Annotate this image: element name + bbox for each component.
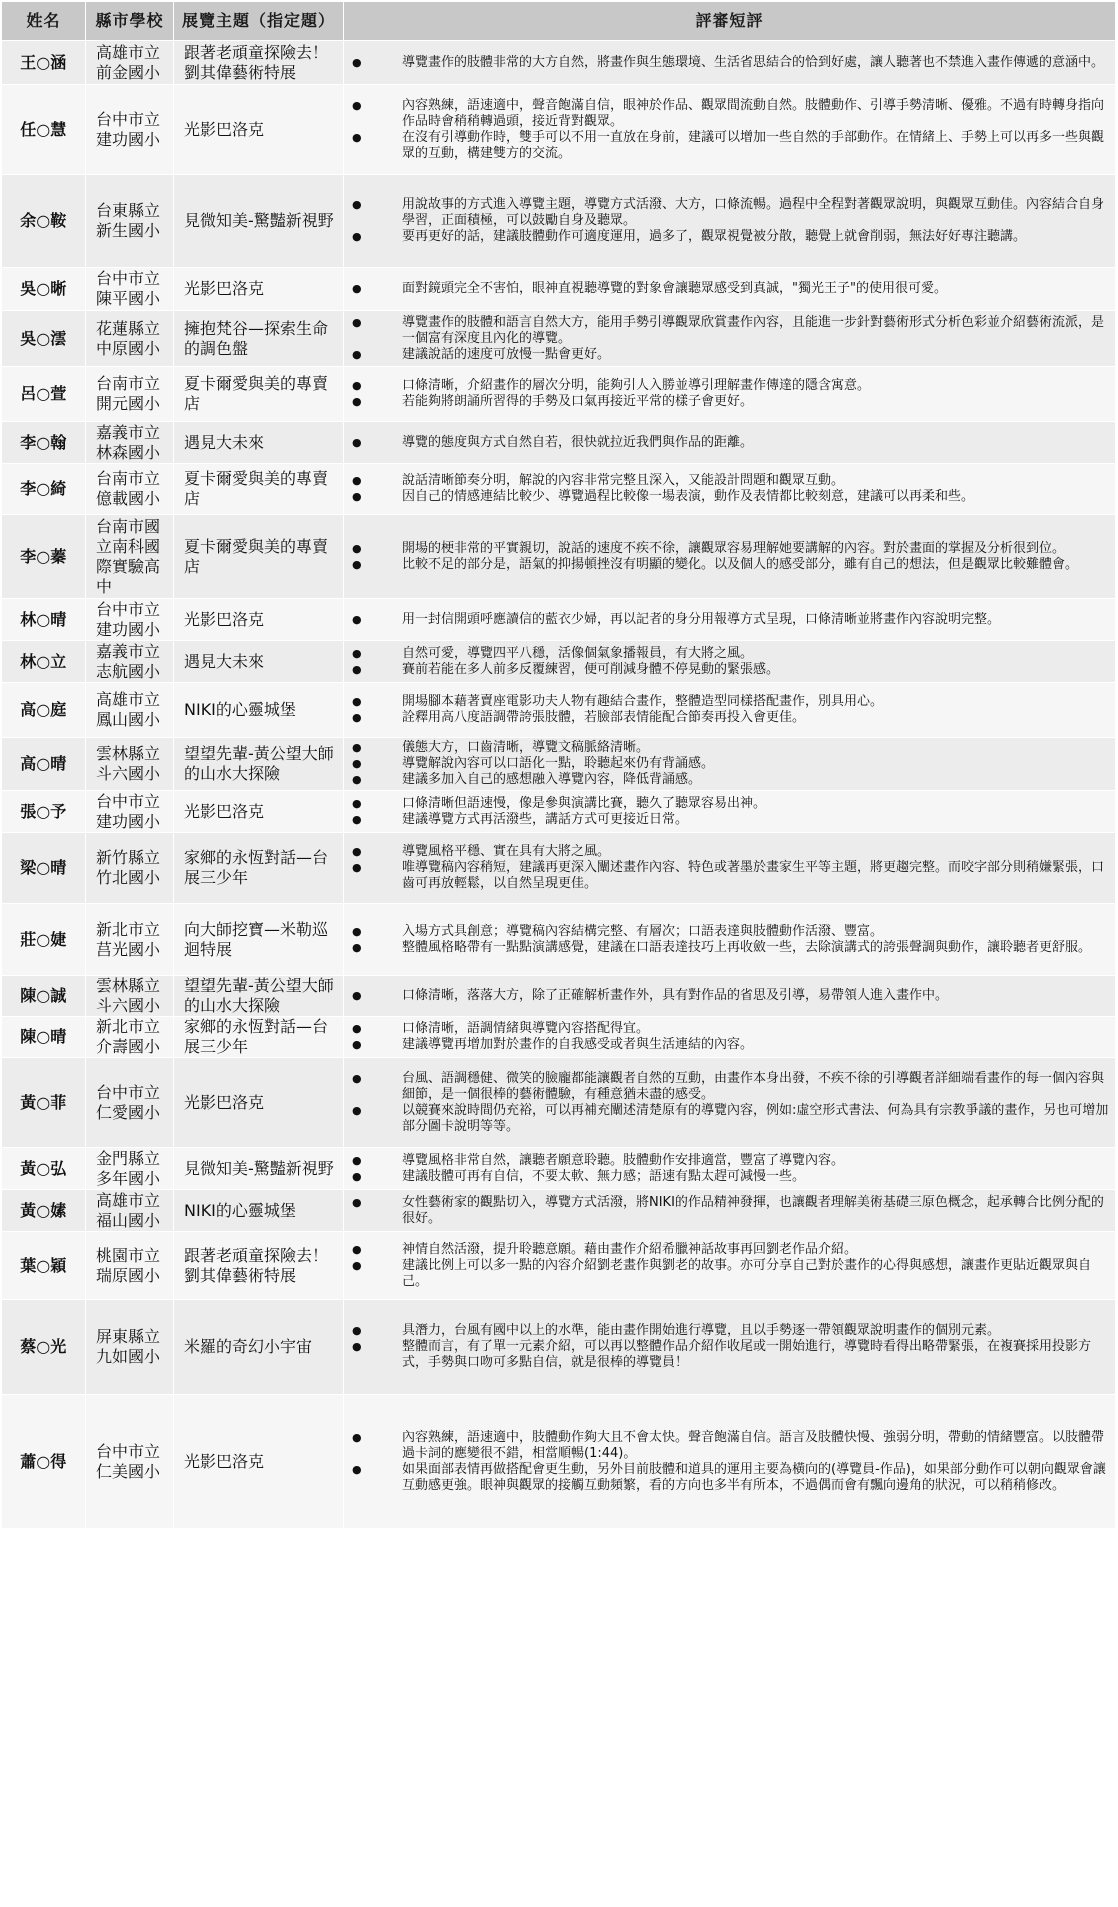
student-name: 余○鞍 [2, 175, 86, 268]
review-cell [344, 268, 1116, 311]
school-name: 新竹縣立竹北國小 [86, 833, 174, 904]
review-comment-list [352, 197, 1111, 245]
review-comment: ● 以競賽來說時間仍充裕，可以再補充闡述清楚原有的導覽內容，例如:虛空形式書法、何為具有宗教爭議的畫作，另也可增加部分圖卡說明等等。 [352, 1103, 1111, 1135]
school-name: 雲林縣立斗六國小 [86, 976, 174, 1017]
exhibition-theme: 夏卡爾愛與美的專賣店 [174, 515, 344, 599]
review-comment: ● 導覽的態度與方式自然自若，很快就拉近我們與作品的距離。 [352, 435, 1111, 451]
school-name: 花蓮縣立中原國小 [86, 311, 174, 367]
header-name: 姓名 [2, 2, 86, 41]
review-comment-list [352, 1071, 1111, 1135]
exhibition-theme: 跟著老頑童探險去！劉其偉藝術特展 [174, 41, 344, 85]
review-comment: ● 內容熟練，語速適中，肢體動作夠大且不會太快。聲音飽滿自信。語言及肢體快慢、強弱分明，帶動的情緒豐富。以肢體帶過卡詞的應變很不錯，相當順暢(1:44)。 [352, 1430, 1111, 1462]
review-comment-list [352, 1430, 1111, 1494]
table-row [2, 464, 1116, 515]
review-comment-list [352, 473, 1111, 505]
review-comment: ● 導覽解說內容可以口語化一點，聆聽起來仍有背誦感。 [352, 756, 1111, 772]
review-comment: ● 開場的梗非常的平實親切，說話的速度不疾不徐，讓觀眾容易理解她要講解的內容。對於畫面的掌握及分析很到位。 [352, 541, 1111, 557]
review-comment: ● 要再更好的話，建議肢體動作可適度運用，過多了，觀眾視覺被分散，聽覺上就會削弱，無法好好專注聽講。 [352, 229, 1111, 245]
student-name: 蕭○得 [2, 1395, 86, 1529]
school-name: 高雄市立鳳山國小 [86, 683, 174, 738]
student-name: 葉○穎 [2, 1232, 86, 1300]
review-comment-list [352, 1323, 1111, 1371]
header-school: 縣市學校 [86, 2, 174, 41]
exhibition-theme: 米羅的奇幻小宇宙 [174, 1300, 344, 1395]
review-cell [344, 85, 1116, 175]
exhibition-theme: 夏卡爾愛與美的專賣店 [174, 367, 344, 422]
table-row [2, 422, 1116, 464]
table-row [2, 268, 1116, 311]
review-cell [344, 641, 1116, 683]
school-name: 台南市立億載國小 [86, 464, 174, 515]
exhibition-theme: 擁抱梵谷—探索生命的調色盤 [174, 311, 344, 367]
table-row [2, 833, 1116, 904]
student-name: 吳○晰 [2, 268, 86, 311]
school-name: 台中市立仁美國小 [86, 1395, 174, 1529]
student-name: 李○翰 [2, 422, 86, 464]
table-row [2, 683, 1116, 738]
review-comment: ● 說話清晰節奏分明，解說的內容非常完整且深入，又能設計問題和觀眾互動。 [352, 473, 1111, 489]
review-comment-list [352, 988, 1111, 1004]
review-comment: ● 具潛力，台風有國中以上的水準，能由畫作開始進行導覽，且以手勢逐一帶領觀眾說明畫作的個別元素。 [352, 1323, 1111, 1339]
table-body [2, 41, 1116, 1529]
table-row [2, 175, 1116, 268]
review-comment: ● 導覽風格平穩、實在具有大將之風。 [352, 844, 1111, 860]
review-cell [344, 1300, 1116, 1395]
review-cell [344, 1148, 1116, 1190]
review-comment: ● 女性藝術家的觀點切入，導覽方式活潑，將NIKI的作品精神發揮，也讓觀者理解美術基礎三原色概念，起承轉合比例分配的很好。 [352, 1195, 1111, 1227]
exhibition-theme: 光影巴洛克 [174, 1058, 344, 1148]
school-name: 桃園市立瑞原國小 [86, 1232, 174, 1300]
review-comment: ● 唯導覽稿內容稍短，建議再更深入闡述畫作內容、特色或著墨於畫家生平等主題，將更趨完整。而咬字部分則稍嫌緊張，口齒可再放輕鬆，以自然呈現更佳。 [352, 860, 1111, 892]
review-table [1, 1, 1116, 1529]
review-comment-list [352, 1021, 1111, 1053]
school-name: 新北市立介壽國小 [86, 1017, 174, 1058]
review-cell [344, 175, 1116, 268]
review-comment-list [352, 1242, 1111, 1290]
student-name: 高○晴 [2, 738, 86, 791]
review-comment-list [352, 924, 1111, 956]
review-cell [344, 422, 1116, 464]
review-cell [344, 41, 1116, 85]
student-name: 呂○萱 [2, 367, 86, 422]
review-comment: ● 如果面部表情再做搭配會更生動，另外目前肢體和道具的運用主要為橫向的(導覽員-作品)，如果部分動作可以朝向觀眾會讓互動感更強。眼神與觀眾的接觸互動頻繁，看的方向也多半有所本，不過偶而會有飄向邊角的狀況，可以稍稍修改。 [352, 1462, 1111, 1494]
school-name: 台中市立陳平國小 [86, 268, 174, 311]
school-name: 台中市立建功國小 [86, 599, 174, 641]
exhibition-theme: 夏卡爾愛與美的專賣店 [174, 464, 344, 515]
table-row [2, 311, 1116, 367]
school-name: 台中市立仁愛國小 [86, 1058, 174, 1148]
review-comment: ● 建議多加入自己的感想融入導覽內容，降低背誦感。 [352, 772, 1111, 788]
review-comment: ● 建議說話的速度可放慢一點會更好。 [352, 347, 1111, 363]
exhibition-theme: 望望先輩-黃公望大師的山水大探險 [174, 976, 344, 1017]
student-name: 王○涵 [2, 41, 86, 85]
exhibition-theme: 光影巴洛克 [174, 791, 344, 833]
school-name: 金門縣立多年國小 [86, 1148, 174, 1190]
student-name: 黃○菲 [2, 1058, 86, 1148]
student-name: 李○綺 [2, 464, 86, 515]
review-comment: ● 口條清晰，介紹畫作的層次分明，能夠引人入勝並導引理解畫作傳達的隱含寓意。 [352, 378, 1111, 394]
review-cell [344, 683, 1116, 738]
student-name: 陳○誠 [2, 976, 86, 1017]
review-comment: ● 神情自然活潑，提升聆聽意願。藉由畫作介紹希臘神話故事再回劉老作品介紹。 [352, 1242, 1111, 1258]
student-name: 張○予 [2, 791, 86, 833]
school-name: 高雄市立前金國小 [86, 41, 174, 85]
school-name: 嘉義市立林森國小 [86, 422, 174, 464]
student-name: 吳○澐 [2, 311, 86, 367]
student-name: 黃○弘 [2, 1148, 86, 1190]
review-comment: ● 建議導覽再增加對於畫作的自我感受或者與生活連結的內容。 [352, 1037, 1111, 1053]
exhibition-theme: 光影巴洛克 [174, 85, 344, 175]
review-cell [344, 311, 1116, 367]
review-comment-list [352, 1153, 1111, 1185]
student-name: 陳○晴 [2, 1017, 86, 1058]
review-comment: ● 詮釋用高八度語調帶誇張肢體，若臉部表情能配合節奏再投入會更佳。 [352, 710, 1111, 726]
review-comment: ● 比較不足的部分是，語氣的抑揚頓挫沒有明顯的變化。以及個人的感受部分，雖有自己的想法，但是觀眾比較難體會。 [352, 557, 1111, 573]
review-comment: ● 建議比例上可以多一點的內容介紹劉老畫作與劉老的故事。亦可分享自己對於畫作的心得與感想，讓畫作更貼近觀眾與自己。 [352, 1258, 1111, 1290]
school-name: 台東縣立新生國小 [86, 175, 174, 268]
review-comment: ● 台風、語調穩健、微笑的臉龐都能讓觀者自然的互動，由畫作本身出發，不疾不徐的引導觀者詳細端看畫作的每一個內容與細節，是一個很棒的藝術體驗，有種意猶未盡的感受。 [352, 1071, 1111, 1103]
exhibition-theme: 向大師挖寶—米勒巡迴特展 [174, 904, 344, 976]
review-comment-list [352, 55, 1111, 71]
table-row [2, 41, 1116, 85]
review-cell [344, 976, 1116, 1017]
review-comment: ● 建議肢體可再有自信，不要太軟、無力感；語速有點太趕可減慢一些。 [352, 1169, 1111, 1185]
review-comment: ● 入場方式具創意；導覽稿內容結構完整、有層次；口語表達與肢體動作活潑、豐富。 [352, 924, 1111, 940]
student-name: 梁○晴 [2, 833, 86, 904]
review-cell [344, 1232, 1116, 1300]
review-comment-list [352, 281, 1111, 297]
table-row [2, 1190, 1116, 1232]
table-row [2, 1395, 1116, 1529]
student-name: 高○庭 [2, 683, 86, 738]
student-name: 林○晴 [2, 599, 86, 641]
exhibition-theme: 光影巴洛克 [174, 268, 344, 311]
exhibition-theme: 望望先輩-黃公望大師的山水大探險 [174, 738, 344, 791]
review-cell [344, 904, 1116, 976]
review-comment: ● 開場腳本藉著賣座電影功夫人物有趣結合畫作，整體造型同樣搭配畫作，別具用心。 [352, 694, 1111, 710]
review-comment: ● 因自己的情感連結比較少、導覽過程比較像一場表演，動作及表情都比較刻意，建議可以再柔和些。 [352, 489, 1111, 505]
table-row [2, 85, 1116, 175]
review-comment: ● 整體而言，有了單一元素介紹，可以再以整體作品介紹作收尾或一開始進行，導覽時看得出略帶緊張，在複賽採用投影方式，手勢與口吻可多點自信，就是很棒的導覽員！ [352, 1339, 1111, 1371]
student-name: 任○慧 [2, 85, 86, 175]
table-row [2, 1148, 1116, 1190]
review-comment: ● 若能夠將朗誦所習得的手勢及口氣再接近平常的樣子會更好。 [352, 394, 1111, 410]
school-name: 台中市立建功國小 [86, 85, 174, 175]
review-cell [344, 599, 1116, 641]
review-comment-list [352, 646, 1111, 678]
exhibition-theme: 跟著老頑童探險去！劉其偉藝術特展 [174, 1232, 344, 1300]
review-comment-list [352, 315, 1111, 363]
review-comment: ● 面對鏡頭完全不害怕，眼神直視聽導覽的對象會讓聽眾感受到真誠，"獨光王子"的使用很可愛。 [352, 281, 1111, 297]
review-comment: ● 自然可愛，導覽四平八穩，活像個氣象播報員，有大將之風。 [352, 646, 1111, 662]
review-comment-list [352, 796, 1111, 828]
table-row [2, 738, 1116, 791]
exhibition-theme: 遇見大未來 [174, 641, 344, 683]
review-comment-list [352, 98, 1111, 162]
review-cell [344, 1058, 1116, 1148]
review-comment: ● 用說故事的方式進入導覽主題，導覽方式活潑、大方，口條流暢。過程中全程對著觀眾說明，與觀眾互動佳。內容結合自身學習，正面積極，可以鼓勵自身及聽眾。 [352, 197, 1111, 229]
review-comment: ● 整體風格略帶有一點點演講感覺，建議在口語表達技巧上再收斂一些，去除演講式的誇張聲調與動作，讓聆聽者更舒服。 [352, 940, 1111, 956]
table-row [2, 791, 1116, 833]
student-name: 林○立 [2, 641, 86, 683]
review-cell [344, 515, 1116, 599]
table-row [2, 1232, 1116, 1300]
student-name: 李○蓁 [2, 515, 86, 599]
review-comment: ● 導覽畫作的肢體和語言自然大方，能用手勢引導觀眾欣賞畫作內容，且能進一步針對藝術形式分析色彩並介紹藝術流派，是一個富有深度且內化的導覽。 [352, 315, 1111, 347]
review-comment: ● 儀態大方，口齒清晰，導覽文稿脈絡清晰。 [352, 740, 1111, 756]
student-name: 黃○嫊 [2, 1190, 86, 1232]
review-cell [344, 1017, 1116, 1058]
school-name: 新北市立莒光國小 [86, 904, 174, 976]
review-comment: ● 內容熟練，語速適中，聲音飽滿自信，眼神於作品、觀眾間流動自然。肢體動作、引導手勢清晰、優雅。不過有時轉身指向作品時會稍稍轉過頭，接近背對觀眾。 [352, 98, 1111, 130]
exhibition-theme: NIKI的心靈城堡 [174, 683, 344, 738]
review-comment: ● 在沒有引導動作時，雙手可以不用一直放在身前，建議可以增加一些自然的手部動作。在情緒上、手勢上可以再多一些與觀眾的互動，構建雙方的交流。 [352, 130, 1111, 162]
review-comment: ● 用一封信開頭呼應讀信的藍衣少婦，再以記者的身分用報導方式呈現，口條清晰並將畫作內容說明完整。 [352, 612, 1111, 628]
table-row [2, 515, 1116, 599]
review-comment-list [352, 844, 1111, 892]
school-name: 屏東縣立九如國小 [86, 1300, 174, 1395]
school-name: 高雄市立福山國小 [86, 1190, 174, 1232]
school-name: 雲林縣立斗六國小 [86, 738, 174, 791]
review-comment-list [352, 612, 1111, 628]
review-cell [344, 791, 1116, 833]
table-row [2, 976, 1116, 1017]
table-row [2, 1017, 1116, 1058]
review-comment: ● 導覽畫作的肢體非常的大方自然，將畫作與生態環境、生活省思結合的恰到好處，讓人聽著也不禁進入畫作傳遞的意涵中。 [352, 55, 1111, 71]
review-comment-list [352, 740, 1111, 788]
header-row [2, 2, 1116, 41]
header-theme: 展覽主題（指定題） [174, 2, 344, 41]
review-comment: ● 口條清晰，落落大方，除了正確解析畫作外，具有對作品的省思及引導，易帶領人進入畫作中。 [352, 988, 1111, 1004]
table-row [2, 1058, 1116, 1148]
school-name: 台南市國立南科國際實驗高中 [86, 515, 174, 599]
review-cell [344, 1190, 1116, 1232]
table-row [2, 904, 1116, 976]
review-comment: ● 賽前若能在多人前多反覆練習，便可削減身體不停晃動的緊張感。 [352, 662, 1111, 678]
exhibition-theme: 家鄉的永恆對話—台展三少年 [174, 833, 344, 904]
review-cell [344, 1395, 1116, 1529]
exhibition-theme: 見微知美-驚豔新視野 [174, 1148, 344, 1190]
review-comment-list [352, 1195, 1111, 1227]
review-comment-list [352, 435, 1111, 451]
school-name: 台中市立建功國小 [86, 791, 174, 833]
review-cell [344, 464, 1116, 515]
review-comment-list [352, 378, 1111, 410]
exhibition-theme: 見微知美-驚豔新視野 [174, 175, 344, 268]
header-review: 評審短評 [344, 2, 1116, 41]
exhibition-theme: NIKI的心靈城堡 [174, 1190, 344, 1232]
table-row [2, 1300, 1116, 1395]
exhibition-theme: 遇見大未來 [174, 422, 344, 464]
review-comment: ● 口條清晰但語速慢，像是參與演講比賽，聽久了聽眾容易出神。 [352, 796, 1111, 812]
table-row [2, 599, 1116, 641]
exhibition-theme: 光影巴洛克 [174, 1395, 344, 1529]
student-name: 蔡○光 [2, 1300, 86, 1395]
table-row [2, 367, 1116, 422]
review-comment: ● 建議導覽方式再活潑些，講話方式可更接近日常。 [352, 812, 1111, 828]
exhibition-theme: 家鄉的永恆對話—台展三少年 [174, 1017, 344, 1058]
review-comment: ● 口條清晰，語調情緒與導覽內容搭配得宜。 [352, 1021, 1111, 1037]
review-cell [344, 833, 1116, 904]
review-comment-list [352, 541, 1111, 573]
review-comment-list [352, 694, 1111, 726]
table-row [2, 641, 1116, 683]
review-comment: ● 導覽風格非常自然，讓聽者願意聆聽。肢體動作安排適當，豐富了導覽內容。 [352, 1153, 1111, 1169]
review-cell [344, 367, 1116, 422]
review-cell [344, 738, 1116, 791]
student-name: 莊○婕 [2, 904, 86, 976]
school-name: 台南市立開元國小 [86, 367, 174, 422]
school-name: 嘉義市立志航國小 [86, 641, 174, 683]
exhibition-theme: 光影巴洛克 [174, 599, 344, 641]
